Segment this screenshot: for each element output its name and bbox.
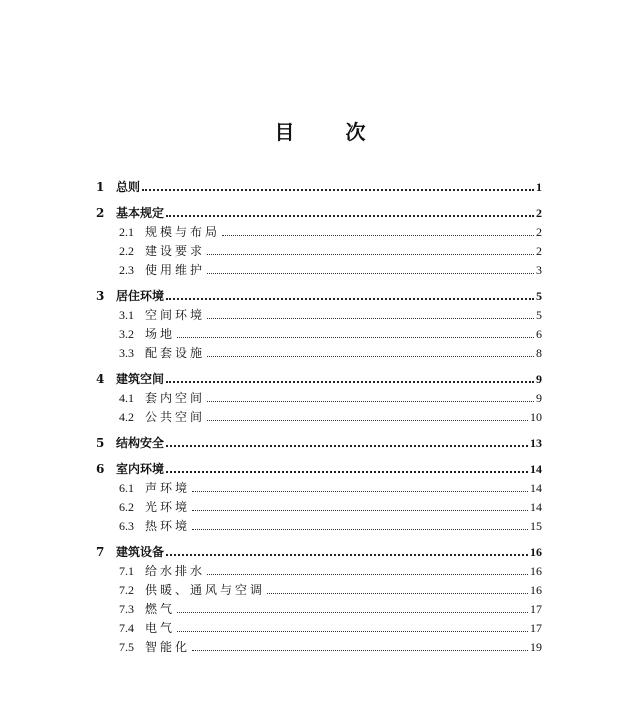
toc-entry-number: 2.1 (119, 225, 134, 239)
toc-chapter-entry[interactable] (96, 198, 542, 220)
toc-entry-number: 2.2 (119, 244, 134, 258)
toc-entry-title: 规模与布局 (145, 225, 221, 239)
toc-entry-title: 燃气 (145, 602, 176, 616)
toc-dot-leader (207, 401, 534, 402)
toc-entry-number: 7.5 (119, 640, 134, 654)
toc-page-number: 14 (530, 481, 542, 495)
toc-entry-title: 智能化 (145, 640, 191, 654)
toc-dot-leader (166, 215, 534, 217)
toc-entry-title: 建设要求 (145, 244, 206, 258)
toc-page-number: 8 (536, 346, 542, 360)
toc-chapter-entry[interactable] (96, 428, 542, 450)
toc-page-number: 10 (530, 410, 542, 424)
toc-page-number: 17 (530, 602, 542, 616)
toc-entry-title: 居住环境 (116, 289, 165, 303)
toc-entry-number: 7 (96, 545, 105, 559)
toc-section-entry[interactable] (96, 405, 542, 424)
toc-entry-number: 4 (96, 372, 105, 386)
toc-dot-leader (192, 491, 528, 492)
toc-entry-number: 7.2 (119, 583, 134, 597)
toc-entry-number: 4.2 (119, 410, 134, 424)
toc-entry-title: 公共空间 (145, 410, 206, 424)
toc-page-number: 19 (530, 640, 542, 654)
toc-entry-number: 7.4 (119, 621, 134, 635)
toc-entry-title: 结构安全 (116, 436, 165, 450)
toc-dot-leader (207, 574, 528, 575)
toc-section-entry[interactable] (96, 559, 542, 578)
toc-page-number: 3 (536, 263, 542, 277)
toc-entry-title: 场地 (145, 327, 176, 341)
toc-entry-number: 6.1 (119, 481, 134, 495)
toc-section-entry[interactable] (96, 303, 542, 322)
toc-entry-number: 1 (96, 180, 105, 194)
toc-dot-leader (222, 235, 534, 236)
toc-dot-leader (177, 612, 528, 613)
toc-section-entry[interactable] (96, 635, 542, 654)
toc-section-entry[interactable] (96, 495, 542, 514)
toc-dot-leader (177, 631, 528, 632)
toc-section-entry[interactable] (96, 386, 542, 405)
toc-entry-title: 总则 (116, 180, 141, 194)
toc-page-number: 16 (530, 545, 542, 559)
page-title: 目 次 (274, 120, 388, 144)
toc-page-number: 2 (536, 225, 542, 239)
toc-dot-leader (207, 254, 534, 255)
toc-dot-leader (192, 650, 528, 651)
toc-entry-number: 3.3 (119, 346, 134, 360)
toc-dot-leader (142, 189, 534, 191)
toc-entry-number: 6 (96, 462, 105, 476)
toc-entry-number: 3 (96, 289, 105, 303)
toc-chapter-entry[interactable] (96, 172, 542, 194)
toc-page-number: 17 (530, 621, 542, 635)
toc-page-number: 15 (530, 519, 542, 533)
toc-entry-title: 建筑设备 (116, 545, 165, 559)
toc-page-number: 5 (536, 308, 542, 322)
toc-entry-title: 配套设施 (145, 346, 206, 360)
toc-dot-leader (166, 554, 528, 556)
toc-entry-title: 使用维护 (145, 263, 206, 277)
toc-section-entry[interactable] (96, 514, 542, 533)
toc-chapter-entry[interactable] (96, 537, 542, 559)
toc-entry-title: 光环境 (145, 500, 191, 514)
toc-dot-leader (177, 337, 534, 338)
toc-entry-number: 7.3 (119, 602, 134, 616)
toc-dot-leader (207, 420, 528, 421)
toc-entry-title: 热环境 (145, 519, 191, 533)
toc-entry-number: 3.1 (119, 308, 134, 322)
toc-entry-title: 基本规定 (116, 206, 165, 220)
toc-section-entry[interactable] (96, 578, 542, 597)
toc-page-number: 13 (530, 436, 542, 450)
toc-dot-leader (192, 529, 528, 530)
toc-dot-leader (207, 273, 534, 274)
toc-section-entry[interactable] (96, 322, 542, 341)
toc-entry-title: 声环境 (145, 481, 191, 495)
toc-dot-leader (267, 593, 528, 594)
toc-entry-title: 供暖、通风与空调 (145, 583, 266, 597)
toc-entry-number: 6.2 (119, 500, 134, 514)
toc-dot-leader (166, 381, 534, 383)
toc-section-entry[interactable] (96, 258, 542, 277)
toc-dot-leader (192, 510, 528, 511)
toc-dot-leader (166, 471, 528, 473)
toc-entry-number: 4.1 (119, 391, 134, 405)
toc-page-number: 6 (536, 327, 542, 341)
toc-entry-number: 2 (96, 206, 105, 220)
toc-page-number: 16 (530, 583, 542, 597)
toc-page-number: 5 (536, 289, 542, 303)
toc-page-number: 9 (536, 372, 542, 386)
toc-dot-leader (207, 356, 534, 357)
toc-dot-leader (207, 318, 534, 319)
toc-section-entry[interactable] (96, 220, 542, 239)
toc-page-number: 1 (536, 180, 542, 194)
toc-entry-title: 给水排水 (145, 564, 206, 578)
toc-page-number: 14 (530, 462, 542, 476)
toc-dot-leader (166, 445, 528, 447)
toc-entry-number: 3.2 (119, 327, 134, 341)
toc-section-entry[interactable] (96, 239, 542, 258)
toc-entry-title: 室内环境 (116, 462, 165, 476)
toc-page-number: 2 (536, 206, 542, 220)
toc-page-number: 9 (536, 391, 542, 405)
toc-dot-leader (166, 298, 534, 300)
toc-section-entry[interactable] (96, 616, 542, 635)
toc-section-entry[interactable] (96, 476, 542, 495)
toc-chapter-entry[interactable] (96, 364, 542, 386)
toc-page-number: 2 (536, 244, 542, 258)
toc-section-entry[interactable] (96, 341, 542, 360)
toc-entry-number: 7.1 (119, 564, 134, 578)
toc-entry-title: 套内空间 (145, 391, 206, 405)
toc-entry-title: 电气 (145, 621, 176, 635)
toc-entry-title: 空间环境 (145, 308, 206, 322)
toc-entry-number: 2.3 (119, 263, 134, 277)
toc-entry-number: 6.3 (119, 519, 134, 533)
toc-chapter-entry[interactable] (96, 281, 542, 303)
toc-chapter-entry[interactable] (96, 454, 542, 476)
toc-entry-title: 建筑空间 (116, 372, 165, 386)
toc-page-number: 16 (530, 564, 542, 578)
toc-section-entry[interactable] (96, 597, 542, 616)
table-of-contents (96, 172, 542, 654)
toc-entry-number: 5 (96, 436, 105, 450)
toc-page-number: 14 (530, 500, 542, 514)
